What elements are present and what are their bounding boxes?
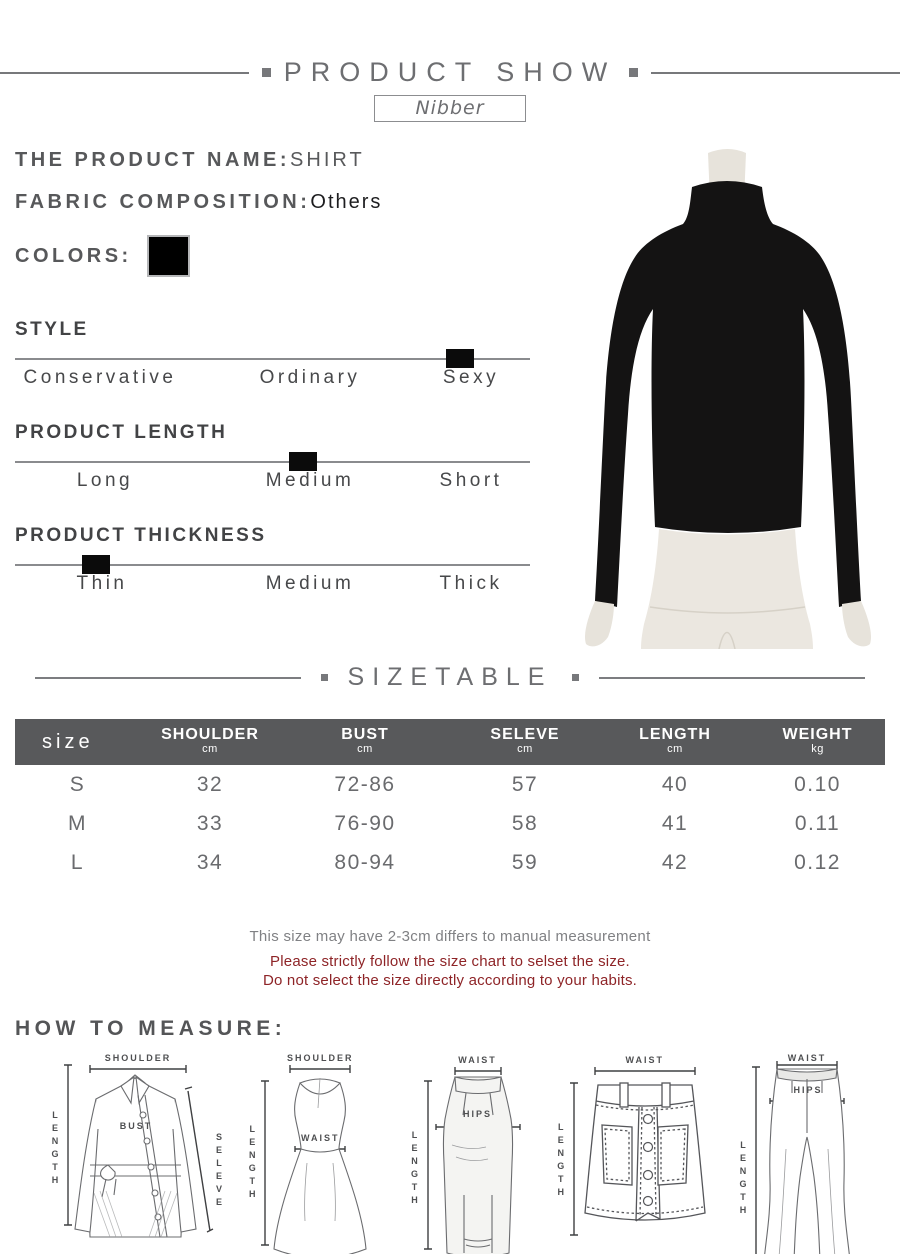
sizetable-left-line <box>35 677 301 679</box>
mini-skirt-drawing <box>560 1053 730 1254</box>
pants-hips-label: HIPS <box>793 1085 823 1095</box>
product-name-value: SHIRT <box>290 149 365 171</box>
skirt-waist-label: WAIST <box>458 1055 497 1065</box>
thickness-option-thick: Thick <box>439 573 503 594</box>
mini-skirt-length-label: LENGTH <box>557 1122 565 1197</box>
colors-label: COLORS: <box>15 244 132 267</box>
style-title: STYLE <box>15 319 89 340</box>
pants-length-label: LENGTH <box>739 1140 747 1215</box>
table-row-size-s: S 32 72-86 57 40 0.10 <box>69 772 841 796</box>
page-header <box>0 0 900 122</box>
style-scale-line <box>15 358 530 360</box>
table-row-size-l: L 34 80-94 59 42 0.12 <box>70 850 841 874</box>
table-row-size-m: M 33 76-90 58 41 0.11 <box>68 811 841 835</box>
dress-length-label: LENGTH <box>248 1124 256 1199</box>
measure-figure-jacket <box>38 1053 233 1254</box>
length-marker <box>289 452 317 471</box>
product-name-label: THE PRODUCT NAME: <box>15 149 291 171</box>
style-option-conservative: Conservative <box>23 367 177 388</box>
fabric-row <box>15 191 548 214</box>
jacket-bust-label: BUST <box>119 1121 153 1131</box>
pencil-skirt-drawing <box>408 1053 548 1254</box>
length-scale-line <box>15 461 530 463</box>
thickness-marker <box>82 555 110 574</box>
measure-figure-pants <box>739 1053 872 1254</box>
jacket-shoulder-label: SHOULDER <box>104 1053 172 1063</box>
column-sleeve: SELEVE cm <box>490 726 560 755</box>
column-length: LENGTH cm <box>639 726 711 755</box>
product-name-row <box>15 149 548 172</box>
square-bullet-icon <box>321 674 328 681</box>
style-marker <box>446 349 474 368</box>
style-option-sexy: Sexy <box>442 367 500 388</box>
length-option-short: Short <box>439 470 503 491</box>
square-bullet-icon <box>629 68 637 77</box>
attribute-style <box>15 319 548 391</box>
page-title: PRODUCT SHOW <box>283 57 617 87</box>
size-table <box>15 719 885 882</box>
header-left-line <box>0 72 249 74</box>
header-right-line <box>651 72 900 74</box>
product-photo <box>555 149 900 649</box>
length-option-medium: Medium <box>265 470 355 491</box>
square-bullet-icon <box>262 68 270 77</box>
dress-drawing <box>245 1053 395 1254</box>
thickness-title: PRODUCT THICKNESS <box>15 525 267 546</box>
measure-figure-pencil-skirt <box>408 1053 548 1254</box>
measure-figure-mini-skirt <box>557 1053 730 1254</box>
pants-drawing <box>742 1053 872 1254</box>
dress-waist-label: WAIST <box>301 1133 340 1143</box>
column-shoulder: SHOULDER cm <box>161 726 259 755</box>
sizetable-header <box>0 663 900 692</box>
skirt-length-label: LENGTH <box>410 1130 418 1205</box>
size-notes <box>0 928 900 990</box>
style-option-ordinary: Ordinary <box>259 367 361 388</box>
pants-waist-label: WAIST <box>787 1053 827 1063</box>
size-advice-line2: Do not select the size directly according to your habits. <box>262 972 638 989</box>
measurement-note: This size may have 2-3cm differs to manual measurement <box>249 928 651 945</box>
measure-figure-dress <box>245 1053 395 1254</box>
square-bullet-icon <box>572 674 579 681</box>
length-title: PRODUCT LENGTH <box>15 422 228 443</box>
attribute-thickness <box>15 525 548 597</box>
how-to-measure-title: HOW TO MEASURE: <box>15 1017 287 1040</box>
fabric-label: FABRIC COMPOSITION: <box>15 191 311 213</box>
measure-figures <box>0 1053 900 1254</box>
jacket-sleeve-label: SELEVE <box>215 1132 222 1207</box>
column-size: size <box>42 730 94 753</box>
brand-label: Nibber <box>374 95 526 122</box>
sizetable-title: SIZETABLE <box>347 663 553 691</box>
thickness-option-thin: Thin <box>76 573 128 594</box>
size-advice-line1: Please strictly follow the size chart to selset the size. <box>270 953 630 970</box>
thickness-scale-line <box>15 564 530 566</box>
skirt-hips-label: HIPS <box>462 1109 493 1119</box>
mini-skirt-waist-label: WAIST <box>625 1055 664 1065</box>
product-info-section <box>0 149 900 649</box>
dress-shoulder-label: SHOULDER <box>286 1053 354 1063</box>
fabric-value: Others <box>310 191 383 213</box>
sizetable-right-line <box>599 677 865 679</box>
jacket-drawing <box>38 1053 233 1254</box>
mannequin-illustration <box>555 149 900 649</box>
size-table-header-row <box>15 719 885 765</box>
thickness-option-medium: Medium <box>265 573 355 594</box>
length-option-long: Long <box>76 470 134 491</box>
color-swatch-black <box>147 235 190 277</box>
jacket-length-label: LENGTH <box>51 1110 59 1185</box>
attribute-length <box>15 422 548 494</box>
colors-row <box>15 235 548 277</box>
column-weight: WEIGHT kg <box>782 726 853 755</box>
column-bust: BUST cm <box>341 726 389 755</box>
